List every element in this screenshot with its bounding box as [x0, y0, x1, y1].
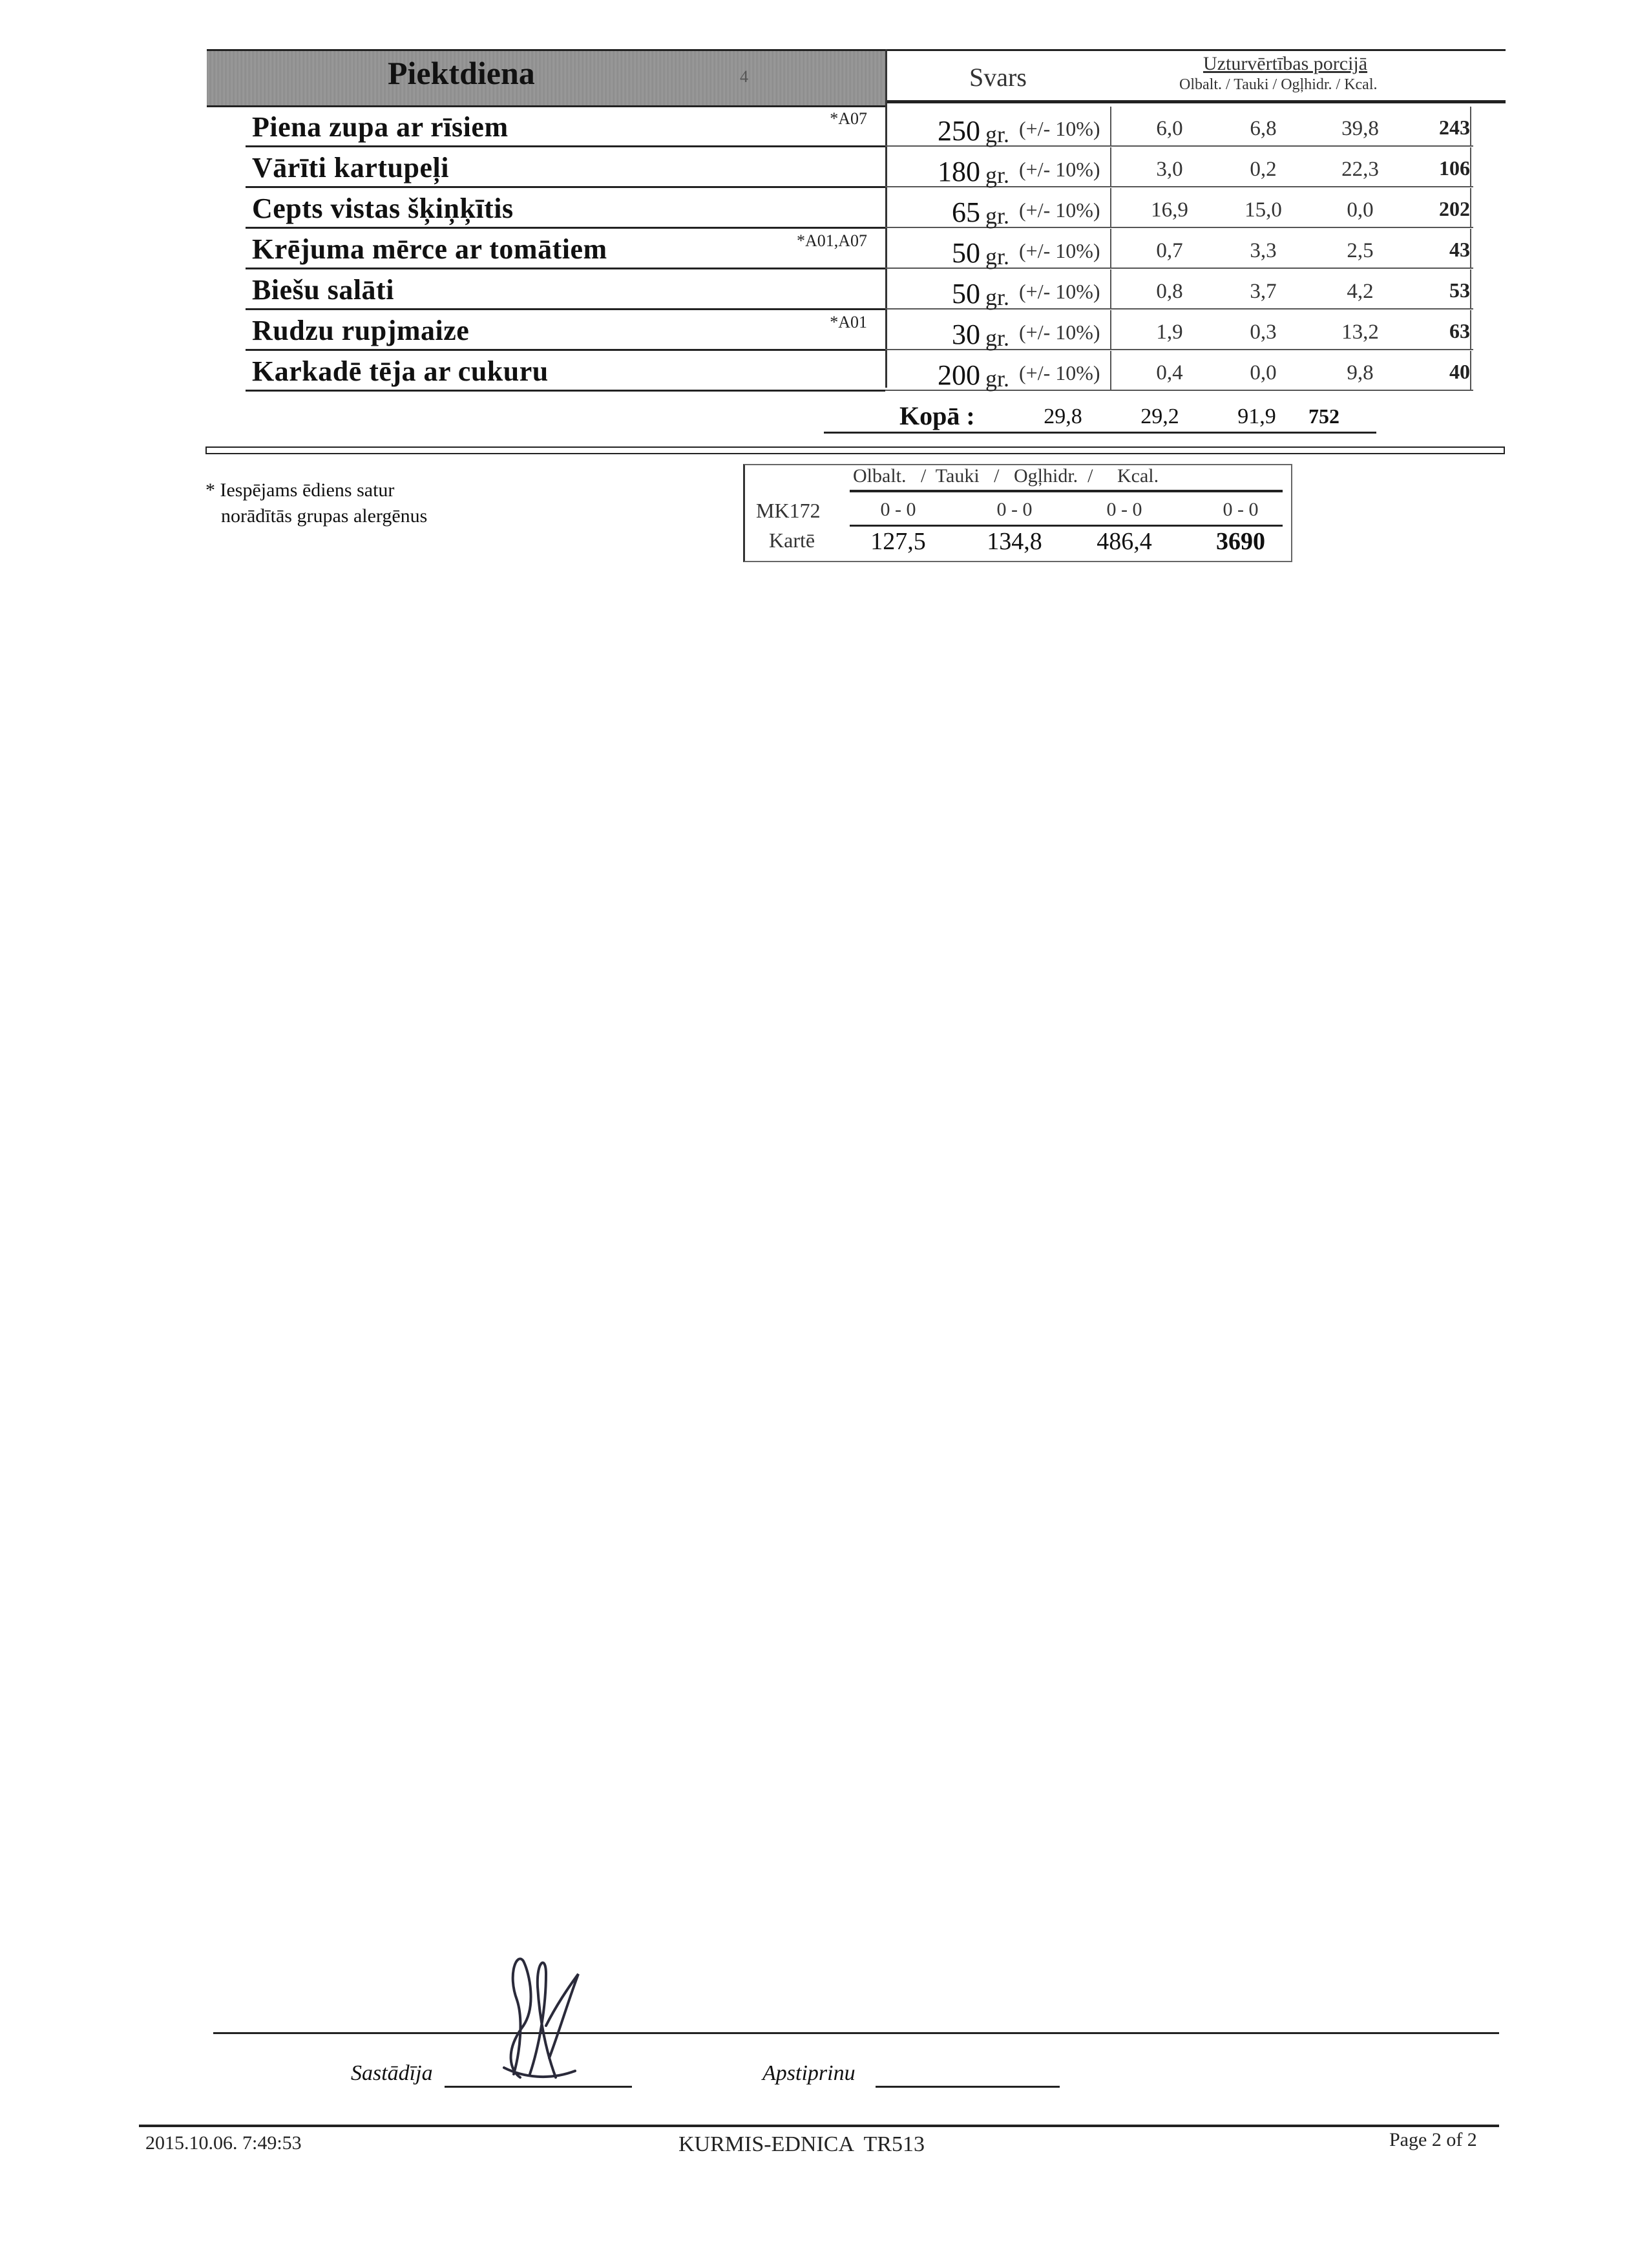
- karte-fat: 134,8: [987, 528, 1042, 555]
- portion-unit: gr.: [985, 325, 1010, 351]
- kcal-value: 202: [1439, 197, 1470, 220]
- weight-column-header: Svars: [969, 63, 1027, 92]
- portion-grams: 250: [938, 115, 980, 147]
- total-fat: 29,2: [1140, 404, 1179, 428]
- dish-name: Biešu salāti: [252, 274, 394, 306]
- portion-tolerance: (+/- 10%): [1019, 361, 1100, 384]
- portion-unit: gr.: [985, 284, 1010, 310]
- kcal-value: 40: [1449, 360, 1470, 383]
- kcal-value: 243: [1439, 116, 1470, 139]
- mk-protein-range: 0 - 0: [880, 499, 916, 520]
- table-row: [0, 269, 1649, 310]
- karte-carbs: 486,4: [1097, 528, 1152, 555]
- allergen-code: *A01,A07: [796, 231, 867, 250]
- fat-value: 15,0: [1245, 198, 1282, 222]
- fat-value: 0,2: [1250, 158, 1277, 181]
- table-row: [0, 229, 1649, 269]
- portion-unit: gr.: [985, 366, 1010, 392]
- protein-value: 1,9: [1156, 320, 1183, 344]
- total-carbs: 91,9: [1237, 404, 1276, 428]
- cell-separator: [1470, 269, 1471, 310]
- cell-separator: [1110, 269, 1111, 310]
- carbs-value: 22,3: [1341, 158, 1379, 181]
- portion-grams: 65: [952, 196, 980, 228]
- mk-carbs-range: 0 - 0: [1106, 499, 1142, 520]
- fat-value: 3,3: [1250, 239, 1277, 262]
- protein-value: 0,8: [1156, 280, 1183, 303]
- fat-value: 0,0: [1250, 361, 1277, 384]
- table-row: [0, 188, 1649, 229]
- fat-value: 6,8: [1250, 117, 1277, 140]
- table-row: [0, 107, 1649, 147]
- table-row: [0, 147, 1649, 188]
- kcal-value: 43: [1449, 238, 1470, 261]
- approved-by-label: Apstiprinu: [762, 2061, 856, 2085]
- dish-name: Karkadē tēja ar cukuru: [252, 355, 549, 387]
- totals-label: Kopā :: [899, 401, 975, 430]
- portion-grams: 30: [952, 319, 980, 350]
- totals-underline: [824, 432, 1376, 434]
- cell-separator: [1470, 107, 1471, 147]
- fat-value: 3,7: [1250, 280, 1277, 303]
- carbs-value: 4,2: [1347, 280, 1374, 303]
- kcal-value: 63: [1449, 319, 1470, 342]
- summary-mid-rule: [850, 525, 1283, 527]
- carbs-value: 0,0: [1347, 198, 1374, 222]
- approved-by-signature-line: [876, 2086, 1060, 2088]
- protein-value: 3,0: [1156, 158, 1183, 181]
- mk-kcal-range: 0 - 0: [1223, 499, 1259, 520]
- portion-tolerance: (+/- 10%): [1019, 198, 1100, 222]
- cell-separator: [1470, 229, 1471, 269]
- summary-header: Olbalt. / Tauki / Ogļhidr. / Kcal.: [853, 465, 1159, 487]
- portion-grams: 50: [952, 237, 980, 269]
- portion-unit: gr.: [985, 203, 1010, 229]
- day-title: Piektdiena: [388, 55, 535, 91]
- footer-timestamp: 2015.10.06. 7:49:53: [145, 2132, 302, 2154]
- portion-grams: 180: [938, 156, 980, 187]
- allergen-code: *A01: [830, 313, 867, 331]
- handwritten-signature: [485, 1948, 588, 2097]
- carbs-value: 9,8: [1347, 361, 1374, 384]
- header-bottom-rule: [885, 100, 1506, 103]
- carbs-value: 13,2: [1341, 320, 1379, 344]
- karte-protein: 127,5: [870, 528, 926, 555]
- portion-grams: 50: [952, 278, 980, 310]
- allergen-note-line-2: norādītās grupas alergēnus: [221, 505, 428, 527]
- compiled-by-label: Sastādīja: [351, 2061, 433, 2085]
- dish-underline: [246, 390, 885, 392]
- portion-unit: gr.: [985, 162, 1010, 188]
- table-row: [0, 351, 1649, 392]
- cell-separator: [1470, 147, 1471, 187]
- footer-rule: [139, 2125, 1499, 2127]
- portion-unit: gr.: [985, 121, 1010, 147]
- protein-value: 6,0: [1156, 117, 1183, 140]
- dish-name: Cepts vistas šķiņķītis: [252, 193, 514, 224]
- cell-separator: [1470, 188, 1471, 228]
- fat-value: 0,3: [1250, 320, 1277, 344]
- carbs-value: 39,8: [1341, 117, 1379, 140]
- footer-page-number: Page 2 of 2: [1389, 2129, 1477, 2150]
- dish-name: Vārīti kartupeļi: [252, 152, 449, 184]
- total-kcal: 752: [1308, 404, 1339, 428]
- protein-value: 0,4: [1156, 361, 1183, 384]
- protein-value: 16,9: [1151, 198, 1188, 222]
- summary-header-rule: [850, 490, 1283, 492]
- cell-separator: [1470, 310, 1471, 350]
- kcal-value: 106: [1439, 156, 1470, 180]
- total-protein: 29,8: [1044, 404, 1082, 428]
- cell-separator: [1110, 188, 1111, 228]
- cell-separator: [1110, 147, 1111, 187]
- portion-tolerance: (+/- 10%): [1019, 320, 1100, 344]
- protein-value: 0,7: [1156, 239, 1183, 262]
- karte-kcal: 3690: [1216, 528, 1265, 555]
- footer-document-id: KURMIS-EDNICA TR513: [678, 2132, 925, 2156]
- dish-name: Krējuma mērce ar tomātiem: [252, 233, 607, 265]
- portion-tolerance: (+/- 10%): [1019, 117, 1100, 140]
- mk-row-label: MK172: [756, 499, 821, 522]
- dish-name: Rudzu rupjmaize: [252, 315, 470, 346]
- cell-separator: [1110, 107, 1111, 147]
- portion-tolerance: (+/- 10%): [1019, 280, 1100, 303]
- portion-tolerance: (+/- 10%): [1019, 158, 1100, 181]
- portion-tolerance: (+/- 10%): [1019, 239, 1100, 262]
- portion-unit: gr.: [985, 244, 1010, 269]
- header-top-rule: [885, 49, 1506, 51]
- cell-separator: [1110, 310, 1111, 350]
- allergen-note-line-1: * Iespējams ēdiens satur: [205, 479, 395, 501]
- cell-separator: [1470, 351, 1471, 391]
- cell-separator: [1110, 229, 1111, 269]
- carbs-value: 2,5: [1347, 239, 1374, 262]
- karte-row-label: Kartē: [769, 529, 815, 552]
- table-row: [0, 310, 1649, 351]
- dish-name: Piena zupa ar rīsiem: [252, 111, 509, 143]
- nutrition-column-subtitle: Olbalt. / Tauki / Ogļhidr. / Kcal.: [1179, 76, 1378, 93]
- nutrition-column-title: Uzturvērtības porcijā: [1203, 53, 1368, 74]
- cell-separator: [1110, 351, 1111, 391]
- portion-grams: 200: [938, 359, 980, 391]
- kcal-value: 53: [1449, 278, 1470, 302]
- signature-section-rule: [213, 2032, 1499, 2034]
- mk-fat-range: 0 - 0: [996, 499, 1033, 520]
- day-number: 4: [740, 67, 748, 86]
- section-separator-bar: [205, 446, 1505, 454]
- day-header-band: [207, 49, 885, 107]
- allergen-code: *A07: [830, 109, 867, 128]
